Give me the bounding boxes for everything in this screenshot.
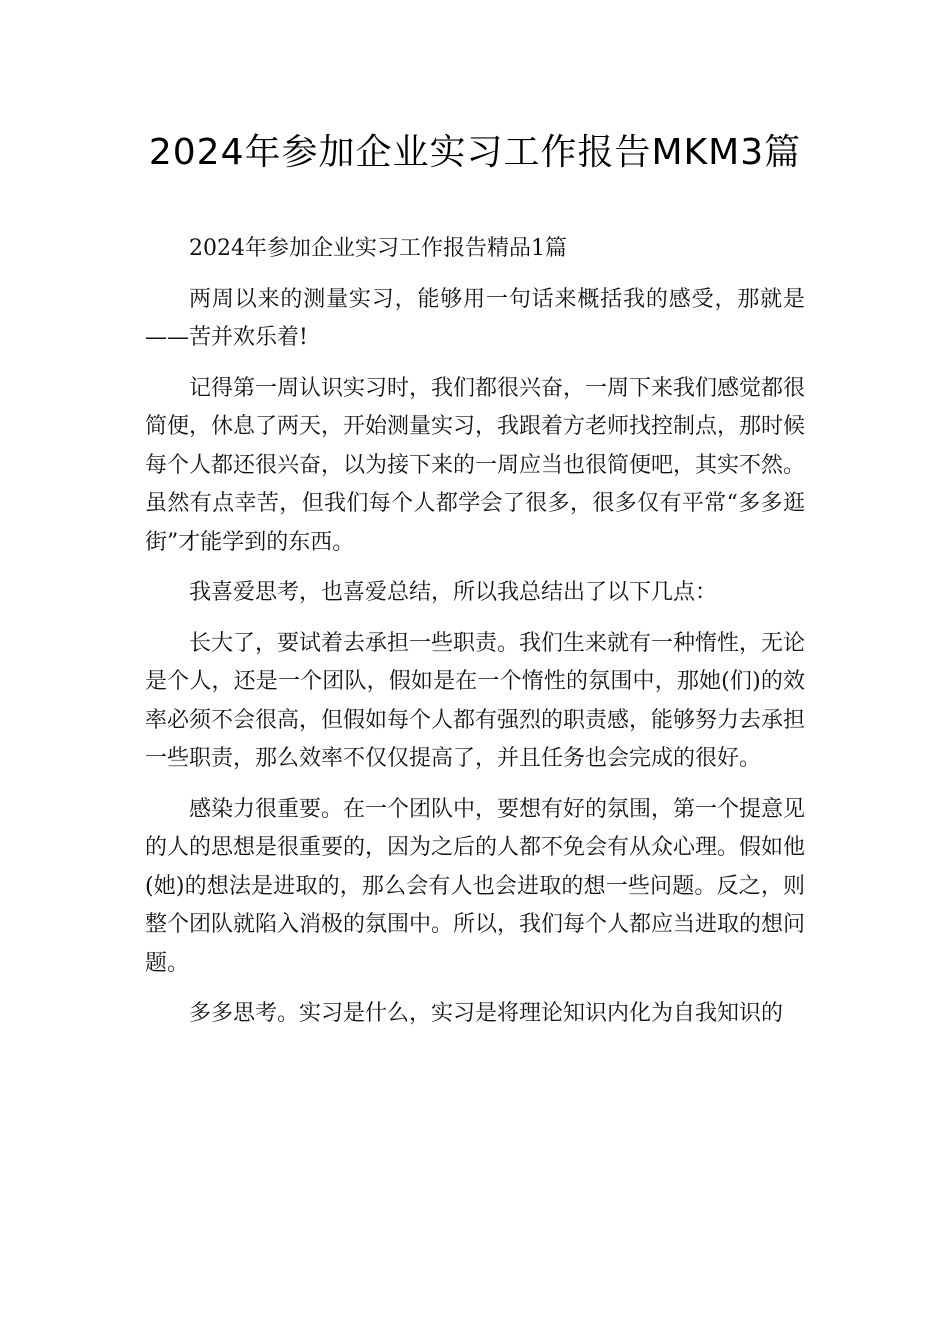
paragraph: 多多思考。实习是什么，实习是将理论知识内化为自我知识的 — [189, 1001, 784, 1026]
paragraph-heading-1: 2024年参加企业实习工作报告精品1篇 — [189, 236, 567, 261]
paragraph: 长大了，要试着去承担一些职责。我们生来就有一种惰性，无论是个人，还是一个团队，假如是在一个惰性的氛围中，那她(们)的效率必须不会很高，但假如每个人都有强烈的职责感，能够努力去承担一些职责，那么效率不仅仅提高了，并且任务也会完成的很好。 — [145, 630, 806, 771]
paragraph: 记得第一周认识实习时，我们都很兴奋，一周下来我们感觉都很简便，休息了两天，开始测量实习，我跟着方老师找控制点，那时候每个人都还很兴奋，以为接下来的一周应当也很简便吧，其实不然。虽然有点幸苦，但我们每个人都学会了很多，很多仅有平常“多多逛街”才能学到的东西。 — [145, 375, 806, 555]
paragraph: 两周以来的测量实习，能够用一句话来概括我的感受，那就是——苦并欢乐着! — [145, 286, 805, 350]
paragraph: 感染力很重要。在一个团队中，要想有好的氛围，第一个提意见的人的思想是很重要的，因为之后的人都不免会有从众心理。假如他(她)的想法是进取的，那么会有人也会进取的想一些问题。反之，则整个团队就陷入消极的氛围中。所以，我们每个人都应当进取的想问题。 — [145, 796, 806, 976]
paragraph: 我喜爱思考，也喜爱总结，所以我总结出了以下几点： — [189, 580, 718, 605]
document-title: 2024年参加企业实习工作报告MKM3篇 — [148, 132, 802, 173]
document-body — [145, 230, 805, 1046]
